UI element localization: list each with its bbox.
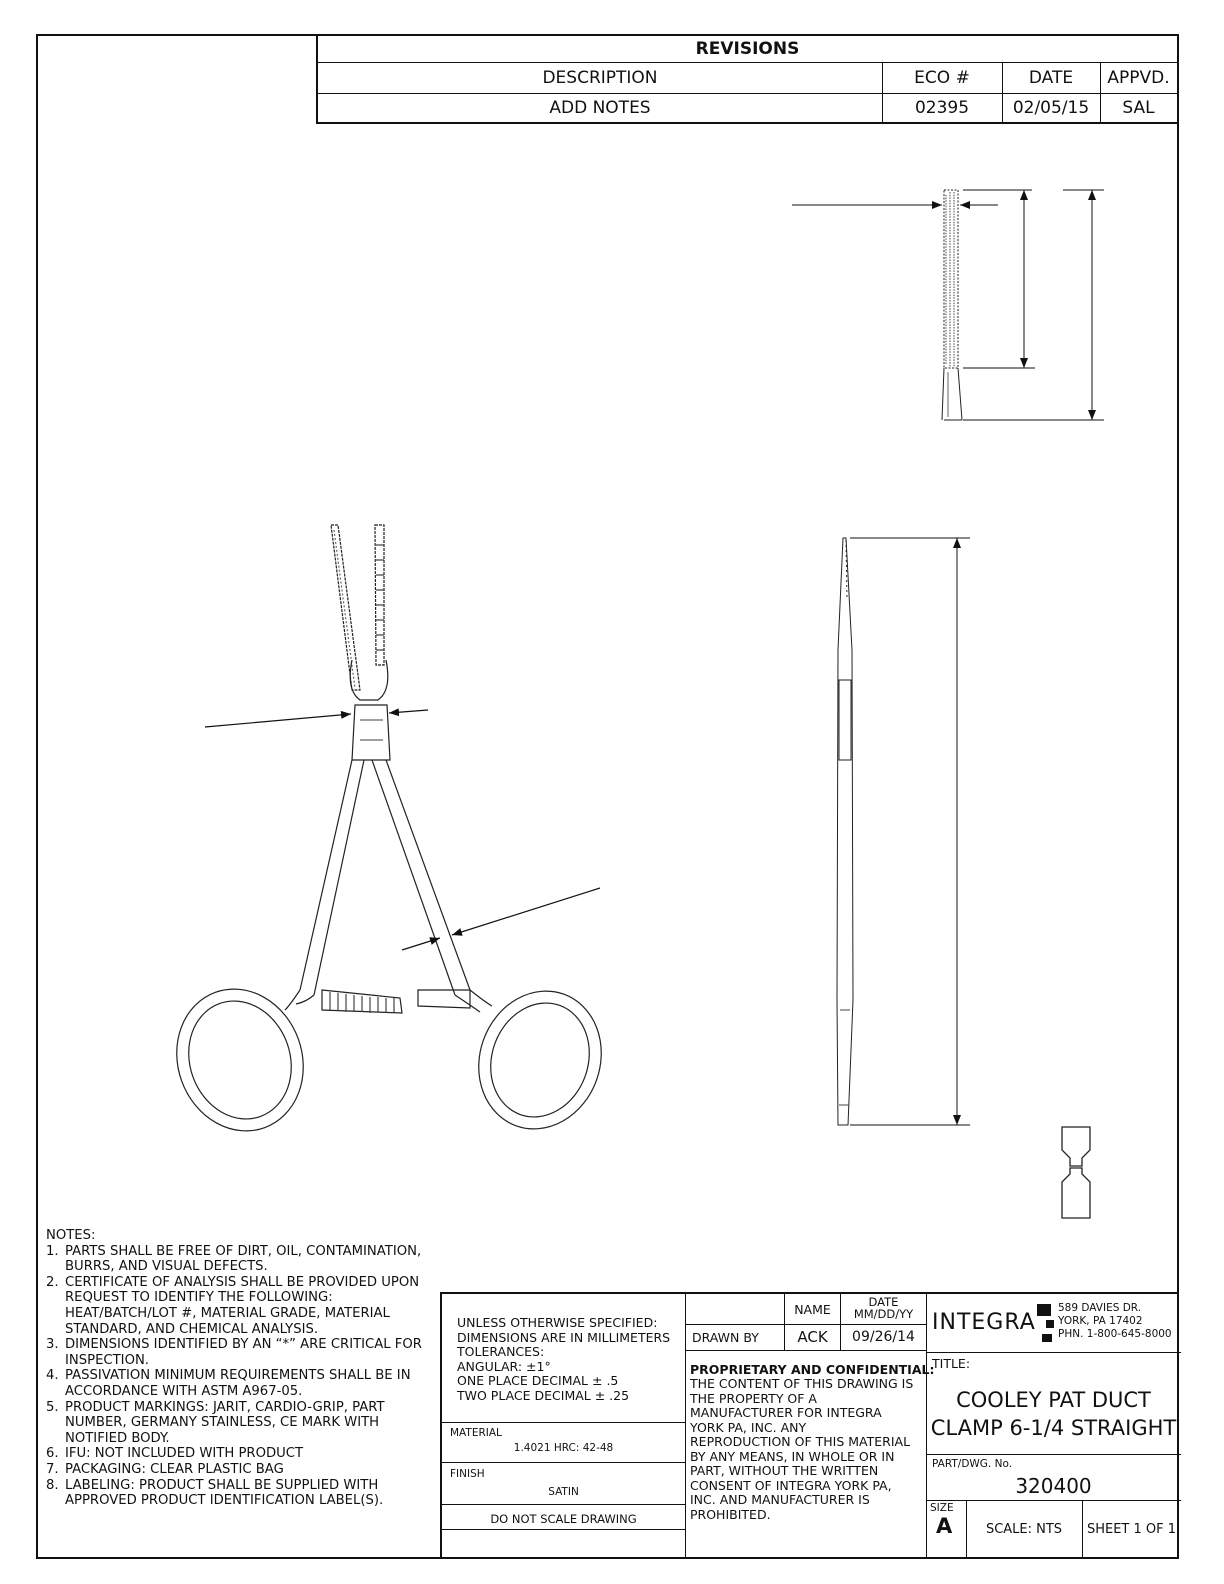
col-appvd: APPVD. <box>1107 68 1170 88</box>
part-label: PART/DWG. No. <box>932 1458 1013 1470</box>
part-number: 320400 <box>1015 1474 1092 1498</box>
size-value: A <box>936 1514 953 1538</box>
title-label: TITLE: <box>932 1356 971 1371</box>
tolerance-block: UNLESS OTHERWISE SPECIFIED: DIMENSIONS ARE IN MILLIMETERS TOLERANCES: ANGULAR: ±1° ONE PLACE DECIMAL ± .5 TWO PLACE DECIMAL ± .25 <box>457 1315 671 1403</box>
date-header: DATE MM/DD/YY <box>853 1295 914 1321</box>
drawn-by-date: 09/26/14 <box>852 1329 915 1345</box>
rev-appvd: SAL <box>1122 98 1155 118</box>
rev-description: ADD NOTES <box>549 98 651 118</box>
rev-eco: 02395 <box>914 98 970 118</box>
company-address: 589 DAVIES DR. YORK, PA 17402 PHN. 1-800-645-8000 <box>1058 1302 1172 1340</box>
col-description: DESCRIPTION <box>542 68 658 88</box>
integra-logo: INTEGRA <box>932 1310 1036 1335</box>
note-item: 1. PARTS SHALL BE FREE OF DIRT, OIL, CONTAMINATION, BURRS, AND VISUAL DEFECTS. <box>46 1243 422 1275</box>
notes-section <box>46 1228 438 1509</box>
proprietary-title: PROPRIETARY AND CONFIDENTIAL: <box>690 1362 935 1377</box>
note-item: 6. IFU: NOT INCLUDED WITH PRODUCT <box>46 1446 304 1462</box>
proprietary-text: THE CONTENT OF THIS DRAWING IS THE PROPERTY OF A MANUFACTURER FOR INTEGRA YORK PA, INC. ANY REPRODUCTION OF THIS MATERIAL BY ANY MEANS, IN WHOLE OR IN PART, WITHOUT THE WRITTEN CONSENT OF INTEGRA YORK PA, INC. AND MANUFACTURER IS PROHIBITED. <box>690 1376 914 1522</box>
revisions-header: REVISIONS <box>695 39 800 59</box>
tip-detail-view <box>1062 1127 1090 1218</box>
col-eco: ECO # <box>914 68 970 88</box>
finish-value: SATIN <box>548 1486 579 1498</box>
clamp-front-view <box>157 525 620 1149</box>
notes-header: NOTES: <box>46 1228 96 1243</box>
note-item: 3. DIMENSIONS IDENTIFIED BY AN “*” ARE CRITICAL FOR INSPECTION. <box>46 1337 422 1368</box>
note-item: 8. LABELING: PRODUCT SHALL BE SUPPLIED WITH APPROVED PRODUCT IDENTIFICATION LABEL(S). <box>46 1477 384 1509</box>
size-label: SIZE <box>930 1502 954 1514</box>
logo-mark-icon <box>1042 1334 1052 1342</box>
do-not-scale-note: DO NOT SCALE DRAWING <box>490 1512 637 1526</box>
finish-label: FINISH <box>450 1468 485 1480</box>
note-item: 2. CERTIFICATE OF ANALYSIS SHALL BE PROVIDED UPON REQUEST TO IDENTIFY THE FOLLOWING: HEAT/BATCH/LOT #, MATERIAL GRADE, MATERIAL STANDARD, AND CHEMICAL ANALYSIS. <box>46 1274 420 1337</box>
logo-mark-icon <box>1037 1304 1051 1316</box>
title-block <box>440 1292 1179 1559</box>
drawn-by-name: ACK <box>797 1328 828 1346</box>
scale-value: SCALE: NTS <box>985 1522 1063 1537</box>
drawn-by-label: DRAWN BY <box>692 1330 759 1345</box>
drawing-title: COOLEY PAT DUCT CLAMP 6-1/4 STRAIGHT <box>930 1388 1177 1440</box>
side-view <box>837 538 970 1125</box>
logo-mark-icon <box>1046 1320 1054 1328</box>
note-item: 7. PACKAGING: CLEAR PLASTIC BAG <box>46 1461 284 1477</box>
rev-date: 02/05/15 <box>1012 98 1090 118</box>
note-item: 5. PRODUCT MARKINGS: JARIT, CARDIO-GRIP, PART NUMBER, GERMANY STAINLESS, CE MARK WITH NOTIFIED BODY. <box>46 1399 385 1446</box>
sheet-value: SHEET 1 OF 1 <box>1086 1522 1177 1537</box>
note-item: 4. PASSIVATION MINIMUM REQUIREMENTS SHALL BE IN ACCORDANCE WITH ASTM A967-05. <box>46 1368 411 1399</box>
name-header: NAME <box>794 1302 831 1317</box>
material-label: MATERIAL <box>450 1427 502 1439</box>
jaw-detail-view <box>792 190 1104 420</box>
col-date: DATE <box>1028 68 1074 88</box>
material-value: 1.4021 HRC: 42-48 <box>513 1442 614 1454</box>
